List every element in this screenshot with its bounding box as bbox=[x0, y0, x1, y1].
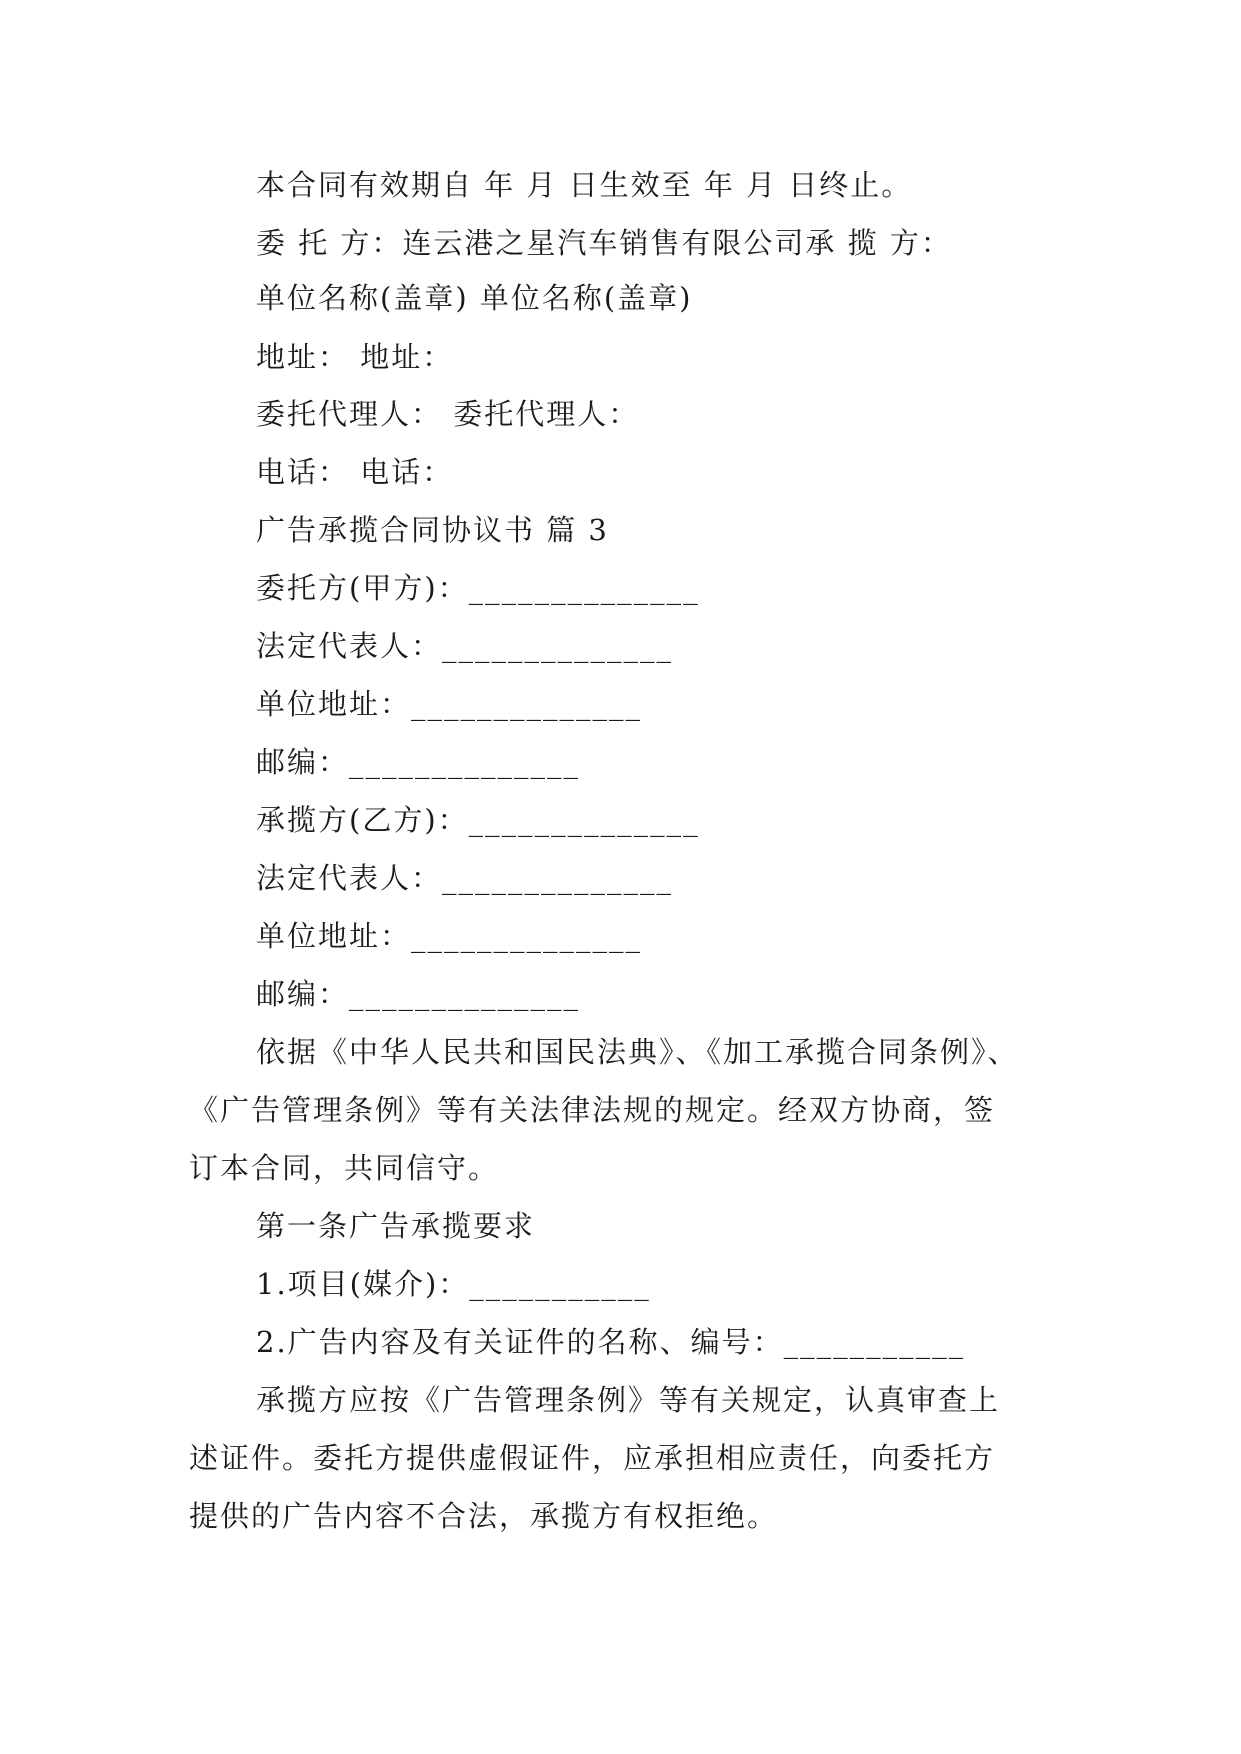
party-a-address-field: 单位地址：______________ bbox=[256, 687, 643, 721]
party-a-representative-field: 法定代表人：______________ bbox=[256, 629, 674, 663]
party-b-postcode-field: 邮编：______________ bbox=[256, 977, 581, 1011]
party-a-postcode-field: 邮编：______________ bbox=[256, 745, 581, 779]
party-b-field: 承揽方(乙方)：______________ bbox=[256, 803, 700, 837]
legal-basis-line-3: 订本合同，共同信守。 bbox=[189, 1151, 500, 1185]
article-one-heading: 第一条广告承揽要求 bbox=[256, 1209, 536, 1243]
legal-basis-line-1: 依据《中华人民共和国民法典》、《加工承揽合同条例》、 bbox=[256, 1035, 1019, 1069]
review-clause-line-1: 承揽方应按《广告管理条例》等有关规定，认真审查上 bbox=[256, 1383, 1001, 1417]
review-clause-line-3: 提供的广告内容不合法，承揽方有权拒绝。 bbox=[189, 1499, 779, 1533]
item-media-field: 1.项目(媒介)：___________ bbox=[256, 1267, 651, 1301]
legal-basis-line-2: 《广告管理条例》等有关法律法规的规定。经双方协商，签 bbox=[189, 1093, 996, 1127]
ad-content-certificates-field: 2.广告内容及有关证件的名称、编号：___________ bbox=[256, 1325, 966, 1359]
phone-line: 电话： 电话： bbox=[256, 455, 454, 489]
review-clause-line-2: 述证件。委托方提供虚假证件，应承担相应责任，向委托方 bbox=[189, 1441, 996, 1475]
party-b-address-field: 单位地址：______________ bbox=[256, 919, 643, 953]
unit-name-seal-line: 单位名称(盖章) 单位名称(盖章) bbox=[256, 281, 693, 315]
address-line: 地址： 地址： bbox=[256, 340, 454, 374]
agent-line: 委托代理人： 委托代理人： bbox=[256, 397, 640, 431]
client-party-line: 委 托 方：连云港之星汽车销售有限公司承 揽 方： bbox=[256, 226, 952, 260]
section-title: 广告承揽合同协议书 篇 3 bbox=[256, 513, 609, 547]
party-b-representative-field: 法定代表人：______________ bbox=[256, 861, 674, 895]
validity-period-line: 本合同有效期自 年 月 日生效至 年 月 日终止。 bbox=[256, 168, 913, 202]
party-a-field: 委托方(甲方)：______________ bbox=[256, 571, 700, 605]
